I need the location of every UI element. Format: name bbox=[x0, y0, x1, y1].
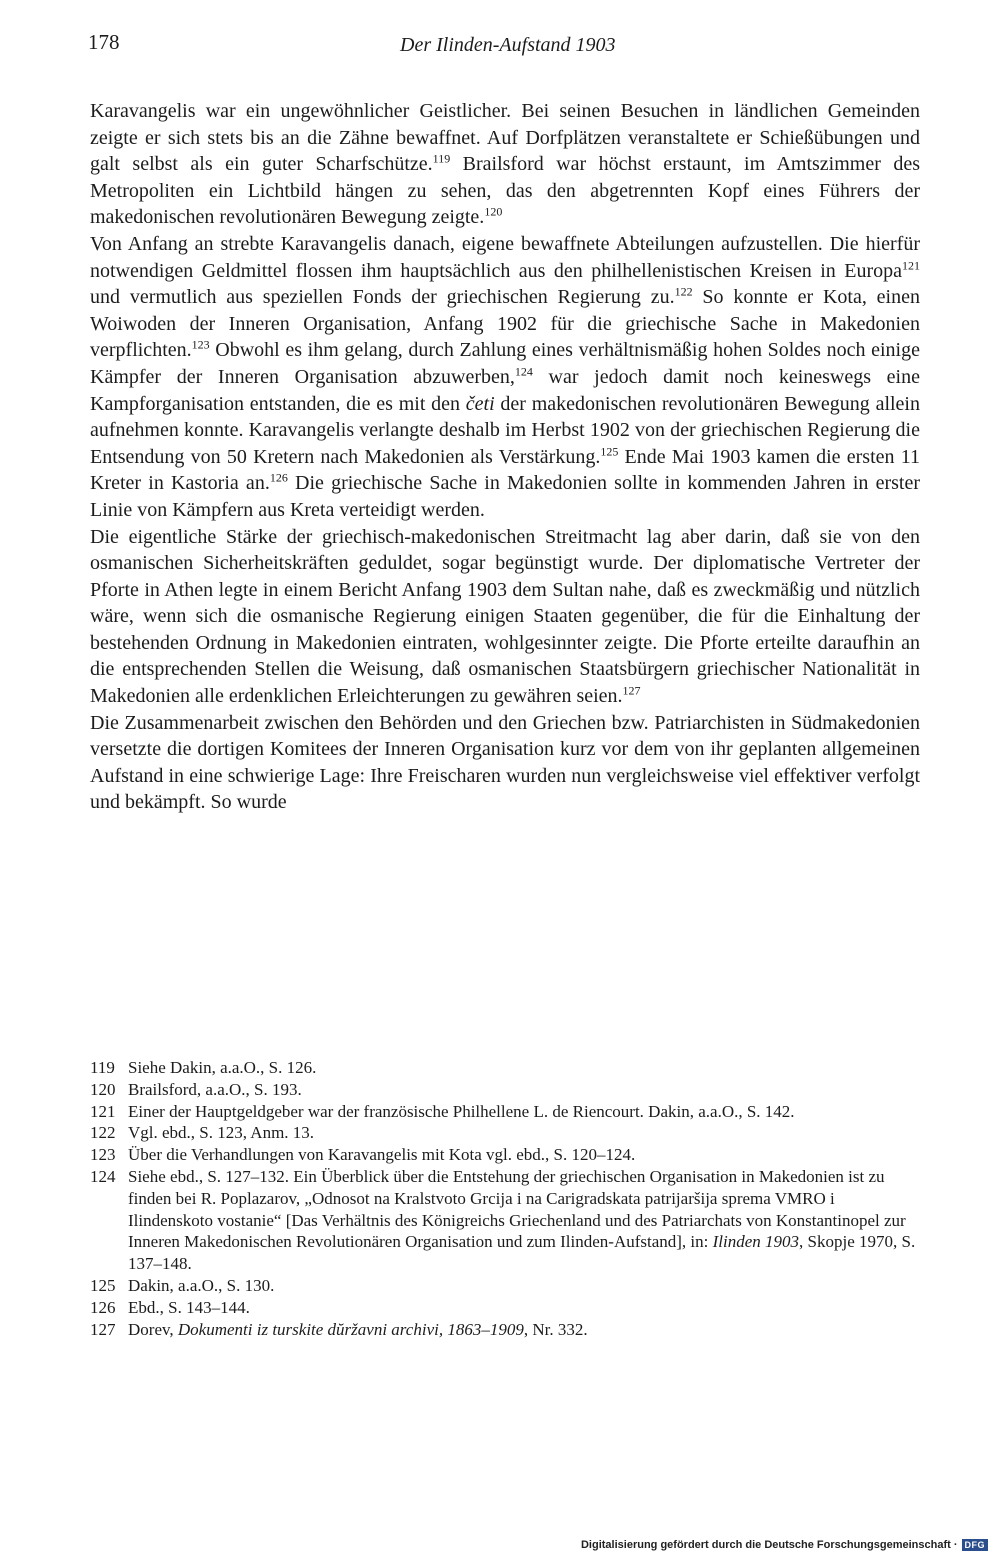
footnote: 123 Über die Verhandlungen von Karavangelis mit Kota vgl. ebd., S. 120–124. bbox=[90, 1145, 636, 1165]
footnote: 124 Siehe ebd., S. 127–132. Ein Überblick über die Entstehung der griechischen Organisation in Makedonien ist zu finden bei R. Poplazarov, „Odnosot na Kralstvoto Grcija i na Carigradskata patrijaršija sprema VMRO i Ilindenskoto vostanie“ [Das Verhältnis des Königreichs Griechenland und des Patriarchats von Konstantinopel zur Inneren Makedonischen Revolutionären Organisation und zum Ilinden-Aufstand], in: Ilinden 1903, Skopje 1970, S. 137–148. bbox=[90, 1166, 916, 1274]
paragraph-2: Von Anfang an strebte Karavangelis danach, eigene bewaffnete Abteilungen aufzustellen. Die hierfür notwendigen Geldmittel flossen ihm hauptsächlich aus den philhellenistischen Kreisen in Europa$^{121}$ und vermutlich aus speziellen Fonds der griechischen Regierung zu.$^{122}$ So konnte er Kota, einen Woiwoden der Inneren Organisation, Anfang 1902 für die griechische Sache in Makedonien verpflichten.$^{123}$ Obwohl es ihm gelang, durch Zahlung eines verhältnismäßig hohen Soldes noch einige Kämpfer der Inneren Organisation abzuwerben,$^{124}$ war jedoch damit noch keineswegs eine Kampforganisation entstanden, die es mit den četi der makedonischen revolutionären Bewegung allein aufnehmen konnte. Karavangelis verlangte deshalb im Herbst 1902 von der griechischen Regierung die Entsendung von 50 Kretern nach Makedonien als Verstärkung.$^{125}$ Ende Mai 1903 kamen die ersten 11 Kreter in Kastoria an.$^{126}$ Die griechische Sache in Makedonien sollte in kommenden Jahren in erster Linie von Kämpfern aus Kreta verteidigt werden. bbox=[90, 232, 920, 521]
footnote: 126 Ebd., S. 143–144. bbox=[90, 1297, 250, 1317]
footnote-ref: 126 bbox=[269, 470, 288, 485]
footnote-ref: 121 bbox=[902, 257, 920, 272]
page-header bbox=[88, 30, 920, 70]
paragraph-1: Karavangelis war ein ungewöhnlicher Geistlicher. Bei seinen Besuchen in ländlichen Gemeinden zeigte er sich stets bis an die Zähne bewaffnet. Auf Dorfplätzen veranstaltete er Schießübungen und galt selbst als ein guter Scharfschütze.$^{119}$ Brailsford war höchst erstaunt, im Amtszimmer des Metropoliten ein Lichtbild hängen zu sehen, das den abgetrennten Kopf eines Führers der makedonischen revolutionären Bewegung zeigte.$^{120}$ bbox=[90, 100, 920, 229]
page-number: 178 bbox=[88, 30, 120, 54]
footnote-ref: 125 bbox=[600, 444, 619, 459]
credit-text: Digitalisierung gefördert durch die Deutsche Forschungsgemeinschaft · bbox=[580, 1539, 958, 1551]
footnote: 121 Einer der Hauptgeldgeber war der französische Philhellene L. de Riencourt. Dakin, a.a.O., S. 142. bbox=[90, 1101, 795, 1121]
footnote-ref: 120 bbox=[484, 204, 503, 219]
paragraph-4: Die Zusammenarbeit zwischen den Behörden und den Griechen bzw. Patriarchisten in Südmakedonien versetzte die dortigen Komitees der Inneren Organisation kurz vor dem von ihr geplanten allgemeinen Aufstand in eine schwierige Lage: Ihre Freischaren wurden nun vergleichsweise viel effektiver verfolgt und bekämpft. So wurde bbox=[90, 711, 920, 814]
footnote: 127 Dorev, Dokumenti iz turskite dŭržavni archivi, 1863–1909, Nr. 332. bbox=[90, 1319, 588, 1339]
footnote-ref: 123 bbox=[191, 337, 210, 352]
footnote: 119 Siehe Dakin, a.a.O., S. 126. bbox=[90, 1058, 317, 1077]
running-title: Der Ilinden-Aufstand 1903 bbox=[400, 34, 616, 56]
footnotes bbox=[90, 1057, 920, 1340]
footnote-ref: 119 bbox=[432, 151, 451, 166]
footnote-ref: 124 bbox=[514, 364, 533, 379]
italic-term: četi bbox=[465, 392, 495, 415]
footnote: 125 Dakin, a.a.O., S. 130. bbox=[90, 1275, 275, 1295]
dfg-logo: DFG bbox=[962, 1539, 989, 1551]
footnote: 120 Brailsford, a.a.O., S. 193. bbox=[90, 1079, 302, 1099]
footnote-ref: 122 bbox=[674, 284, 693, 299]
footnote-ref: 127 bbox=[622, 683, 641, 698]
footnote: 122 Vgl. ebd., S. 123, Anm. 13. bbox=[90, 1123, 315, 1143]
digitization-credit bbox=[581, 1539, 988, 1551]
body-text bbox=[90, 98, 920, 816]
paragraph-3: Die eigentliche Stärke der griechisch-makedonischen Streitmacht lag aber darin, daß sie von den osmanischen Sicherheitskräften geduldet, sogar begünstigt wurde. Der diplomatische Vertreter der Pforte in Athen legte in einem Bericht Anfang 1903 dem Sultan nahe, daß es zweckmäßig und nützlich wäre, wenn sich die osmanische Regierung einigen Staaten gegenüber, die für die Einhaltung der bestehenden Ordnung in Makedonien eintraten, wohlgesinnter zeigte. Die Pforte erteilte daraufhin an die entsprechenden Stellen die Weisung, daß osmanischen Staatsbürgern griechischer Nationalität in Makedonien alle erdenklichen Erleichterungen zu gewähren seien.$^{127}$ bbox=[90, 525, 920, 708]
